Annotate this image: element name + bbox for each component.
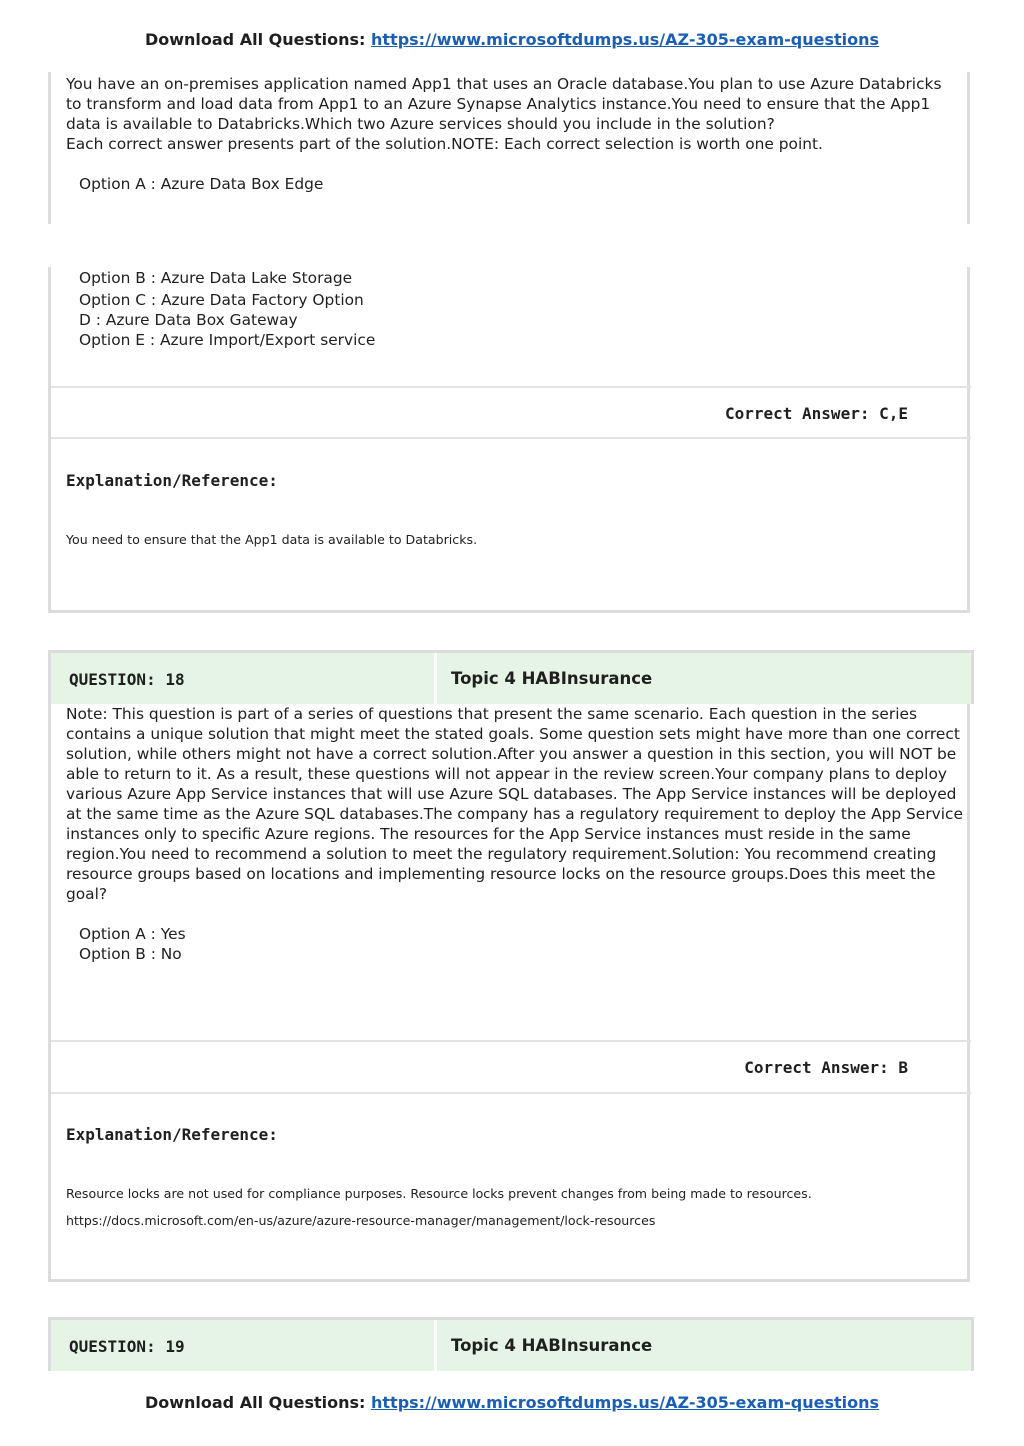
question-text-line: region.You need to recommend a solution to meet the regulatory requirement.Solution: You recommend creating <box>66 845 937 863</box>
q17-explanation-title: Explanation/Reference: <box>66 471 278 490</box>
question-text-line: resource groups based on locations and implementing resource locks on the resource groups.Does this meet the <box>66 865 936 883</box>
question-topic: Topic 4 HABInsurance <box>451 1336 653 1355</box>
header-divider <box>434 653 437 704</box>
question-number: QUESTION: 18 <box>69 670 185 689</box>
download-link[interactable]: https://www.microsoftdumps.us/AZ-305-exam-questions <box>371 30 880 49</box>
q17-option-d: D : Azure Data Box Gateway <box>79 311 298 329</box>
question-topic: Topic 4 HABInsurance <box>451 669 653 688</box>
question-18-header <box>48 650 974 704</box>
question-text-line: Note: This question is part of a series of questions that present the same scenario. Each question in the series <box>66 705 917 723</box>
question-text-line: data is available to Databricks.Which two Azure services should you include in the solution? <box>66 115 775 133</box>
question-text-line: contains a unique solution that might meet the stated goals. Some question sets might have more than one correct <box>66 725 960 743</box>
q17-correct-answer: Correct Answer: C,E <box>724 404 908 423</box>
divider <box>51 437 971 439</box>
header-divider <box>434 1320 437 1371</box>
question-text-line: Each correct answer presents part of the solution.NOTE: Each correct selection is worth one point. <box>66 135 823 153</box>
question-text-line: at the same time as the Azure SQL databases.The company has a regulatory requirement to deploy the App Service <box>66 805 963 823</box>
question-19-header <box>48 1317 974 1371</box>
question-text-line: able to return to it. As a result, these questions will not appear in the review screen.Your company plans to deploy <box>66 765 947 783</box>
q18-option-b: Option B : No <box>79 945 182 963</box>
question-17-text <box>66 74 966 154</box>
q18-reference-link[interactable]: https://docs.microsoft.com/en-us/azure/azure-resource-manager/management/lock-resources <box>66 1213 656 1228</box>
q17-option-a: Option A : Azure Data Box Edge <box>79 175 324 193</box>
question-text-line: to transform and load data from App1 to an Azure Synapse Analytics instance.You need to ensure that the App1 <box>66 95 931 113</box>
q17-explanation-text: You need to ensure that the App1 data is available to Databricks. <box>66 532 478 547</box>
q18-correct-answer: Correct Answer: B <box>744 1058 908 1077</box>
question-number: QUESTION: 19 <box>69 1337 185 1356</box>
question-text-line: solution, while others might not have a correct solution.After you answer a question in this section, you will NOT be <box>66 745 957 763</box>
download-link[interactable]: https://www.microsoftdumps.us/AZ-305-exam-questions <box>371 1393 880 1412</box>
question-text-line: You have an on-premises application named App1 that uses an Oracle database.You plan to use Azure Databricks <box>66 75 942 93</box>
question-text-line: goal? <box>66 885 108 903</box>
divider <box>51 386 971 388</box>
divider <box>51 1040 971 1042</box>
q18-explanation-title: Explanation/Reference: <box>66 1125 278 1144</box>
question-18-text <box>66 704 966 904</box>
q17-option-e: Option E : Azure Import/Export service <box>79 331 376 349</box>
q18-option-a: Option A : Yes <box>79 925 186 943</box>
download-footer <box>0 1393 1024 1412</box>
download-header <box>0 30 1024 49</box>
q18-explanation-text: Resource locks are not used for compliance purposes. Resource locks prevent changes from being made to resources. <box>66 1186 812 1201</box>
q17-option-c: Option C : Azure Data Factory Option <box>79 291 364 309</box>
divider <box>51 1092 971 1094</box>
q17-option-b: Option B : Azure Data Lake Storage <box>79 269 353 287</box>
question-text-line: various Azure App Service instances that will use Azure SQL databases. The App Service instances will be deployed <box>66 785 957 803</box>
download-label: Download All Questions: <box>144 1393 366 1412</box>
question-text-line: instances only to specific Azure regions. The resources for the App Service instances must reside in the same <box>66 825 911 843</box>
download-label: Download All Questions: <box>144 30 366 49</box>
